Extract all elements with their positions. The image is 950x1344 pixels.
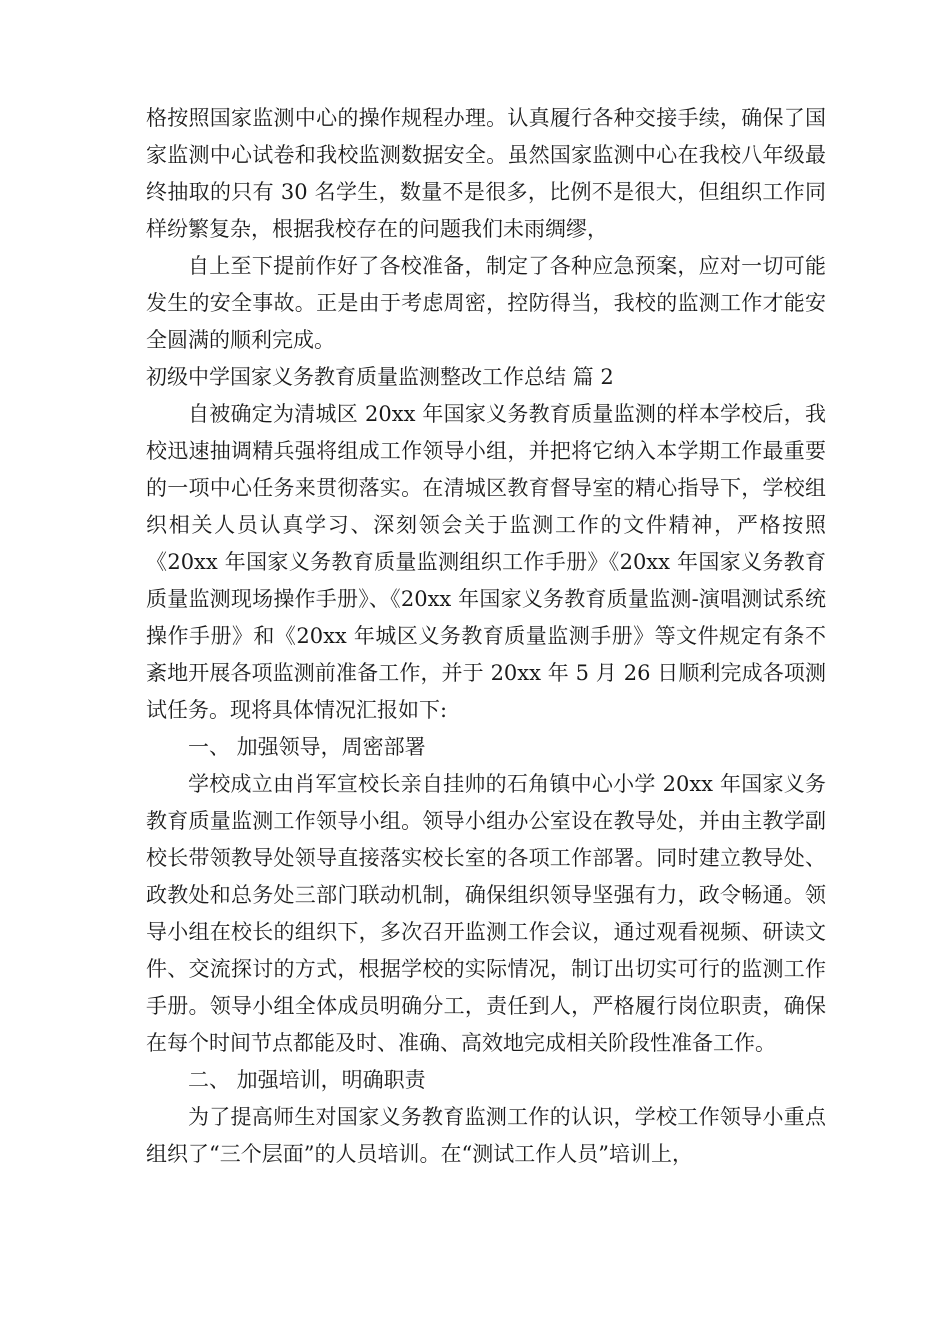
- paragraph-section-2: 为了提高师生对国家义务教育监测工作的认识，学校工作领导小重点组织了“三个层面”的人员培训。在“测试工作人员”培训上，: [146, 1105, 826, 1166]
- paragraph-continued: 格按照国家监测中心的操作规程办理。认真履行各种交接手续，确保了国家监测中心试卷和我校监测数据安全。虽然国家监测中心在我校八年级最终抽取的只有 30 名学生，数量不是很多，比例不是很大，但组织工作同样纷繁复杂，根据我校存在的问题我们未雨绸缪，: [146, 106, 826, 241]
- paragraph-intro: 自被确定为清城区 20xx 年国家义务教育质量监测的样本学校后，我校迅速抽调精兵强将组成工作领导小组，并把将它纳入本学期工作最重要的一项中心任务来贯彻落实。在清城区教育督导室的精心指导下，学校组织相关人员认真学习、深刻领会关于监测工作的文件精神，严格按照《20xx 年国家义务教育质量监测组织工作手册》《20xx 年国家义务教育质量监测现场操作手册》、《20xx 年国家义务教育质量监测-演唱测试系统操作手册》和《20xx 年城区义务教育质量监测手册》等文件规定有条不紊地开展各项监测前准备工作，并于 20xx 年 5 月 26 日顺利完成各项测试任务。现将具体情况汇报如下:: [146, 402, 826, 722]
- paragraph-prepare: 自上至下提前作好了各校准备，制定了各种应急预案，应对一切可能发生的安全事故。正是由于考虑周密，控防得当，我校的监测工作才能安全圆满的顺利完成。: [146, 254, 826, 352]
- paragraph-section-1: 学校成立由肖军宣校长亲自挂帅的石角镇中心小学 20xx 年国家义务教育质量监测工作领导小组。领导小组办公室设在教导处，并由主教学副校长带领教导处领导直接落实校长室的各项工作部署。同时建立教导处、政教处和总务处三部门联动机制，确保组织领导坚强有力，政令畅通。领导小组在校长的组织下，多次召开监测工作会议，通过观看视频、研读文件、交流探讨的方式，根据学校的实际情况，制订出切实可行的监测工作手册。领导小组全体成员明确分工，责任到人，严格履行岗位职责，确保在每个时间节点都能及时、准确、高效地完成相关阶段性准备工作。: [146, 772, 826, 1055]
- section-heading-2: 二、 加强培训，明确职责: [188, 1068, 426, 1092]
- section-heading-1: 一、 加强领导，周密部署: [188, 735, 426, 759]
- document-body: [146, 100, 826, 1173]
- article-title: 初级中学国家义务教育质量监测整改工作总结 篇 2: [146, 365, 614, 389]
